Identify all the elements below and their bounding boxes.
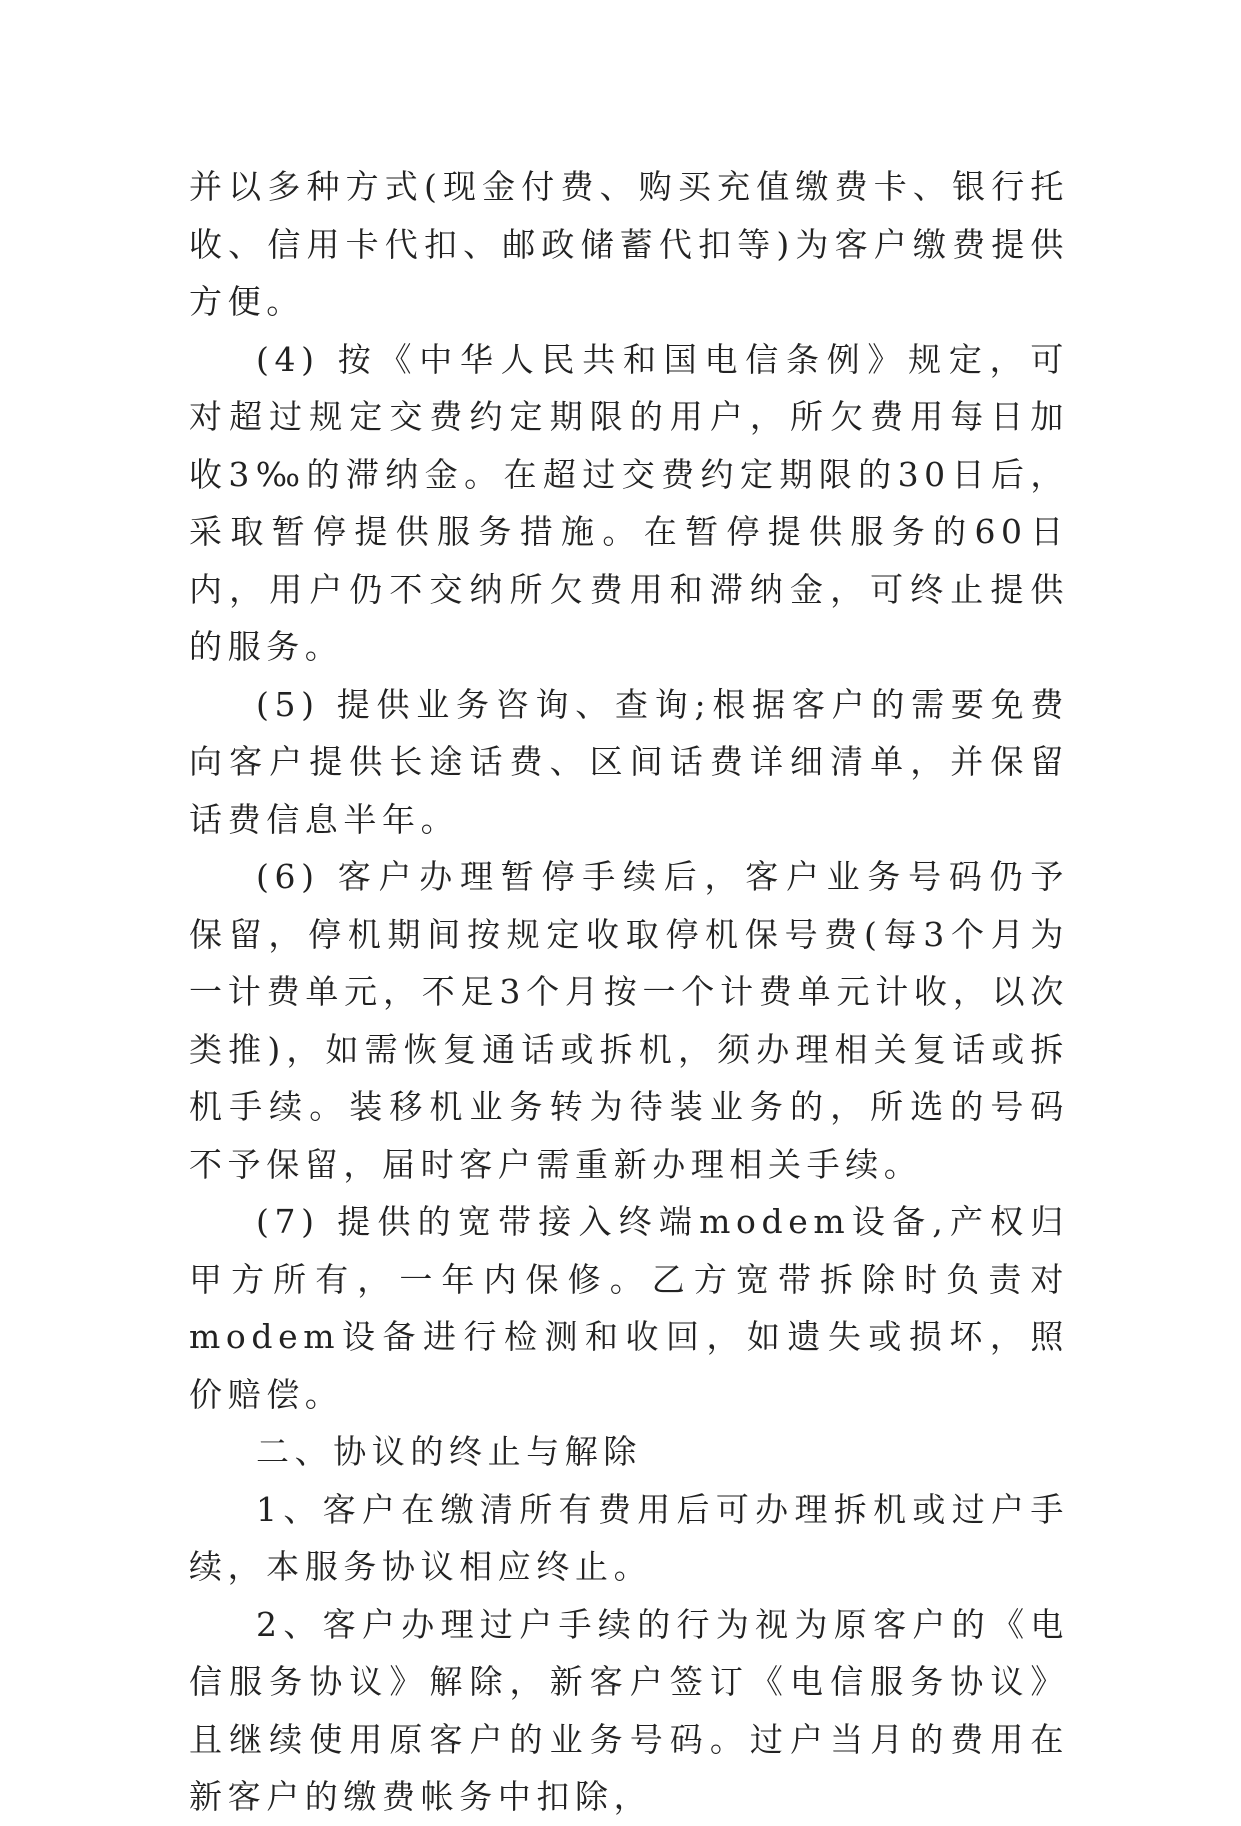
- paragraph-item-7-modem: (7) 提供的宽带接入终端modem设备,产权归甲方所有，一年内保修。乙方宽带拆除时负责对modem设备进行检测和收回，如遗失或损坏，照价赔偿。: [189, 1202, 1069, 1414]
- document-body: [189, 158, 1069, 1826]
- paragraph-item-5-inquiry: (5) 提供业务咨询、查询;根据客户的需要免费向客户提供长途话费、区间话费详细清单，并保留话费信息半年。: [189, 684, 1069, 839]
- section-heading-termination: 二、协议的终止与解除: [256, 1432, 642, 1471]
- paragraph-payment-methods: 并以多种方式(现金付费、购买充值缴费卡、银行托收、信用卡代扣、邮政储蓄代扣等)为客户缴费提供方便。: [189, 167, 1069, 321]
- paragraph-clause-1: 1、客户在缴清所有费用后可办理拆机或过户手续，本服务协议相应终止。: [189, 1489, 1069, 1586]
- paragraph-item-4-late-fee: (4) 按《中华人民共和国电信条例》规定，可对超过规定交费约定期限的用户，所欠费用每日加收3‰的滞纳金。在超过交费约定期限的30日后，采取暂停提供服务措施。在暂停提供服务的60日内，用户仍不交纳所欠费用和滞纳金，可终止提供的服务。: [189, 339, 1069, 666]
- paragraph-item-6-suspension: (6) 客户办理暂停手续后，客户业务号码仍予保留，停机期间按规定收取停机保号费(每3个月为一计费单元，不足3个月按一个计费单元计收，以次类推)，如需恢复通话或拆机，须办理相关复话或拆机手续。装移机业务转为待装业务的，所选的号码不予保留，届时客户需重新办理相关手续。: [189, 857, 1069, 1184]
- paragraph-clause-2: 2、客户办理过户手续的行为视为原客户的《电信服务协议》解除，新客户签订《电信服务协议》且继续使用原客户的业务号码。过户当月的费用在新客户的缴费帐务中扣除，: [189, 1604, 1069, 1816]
